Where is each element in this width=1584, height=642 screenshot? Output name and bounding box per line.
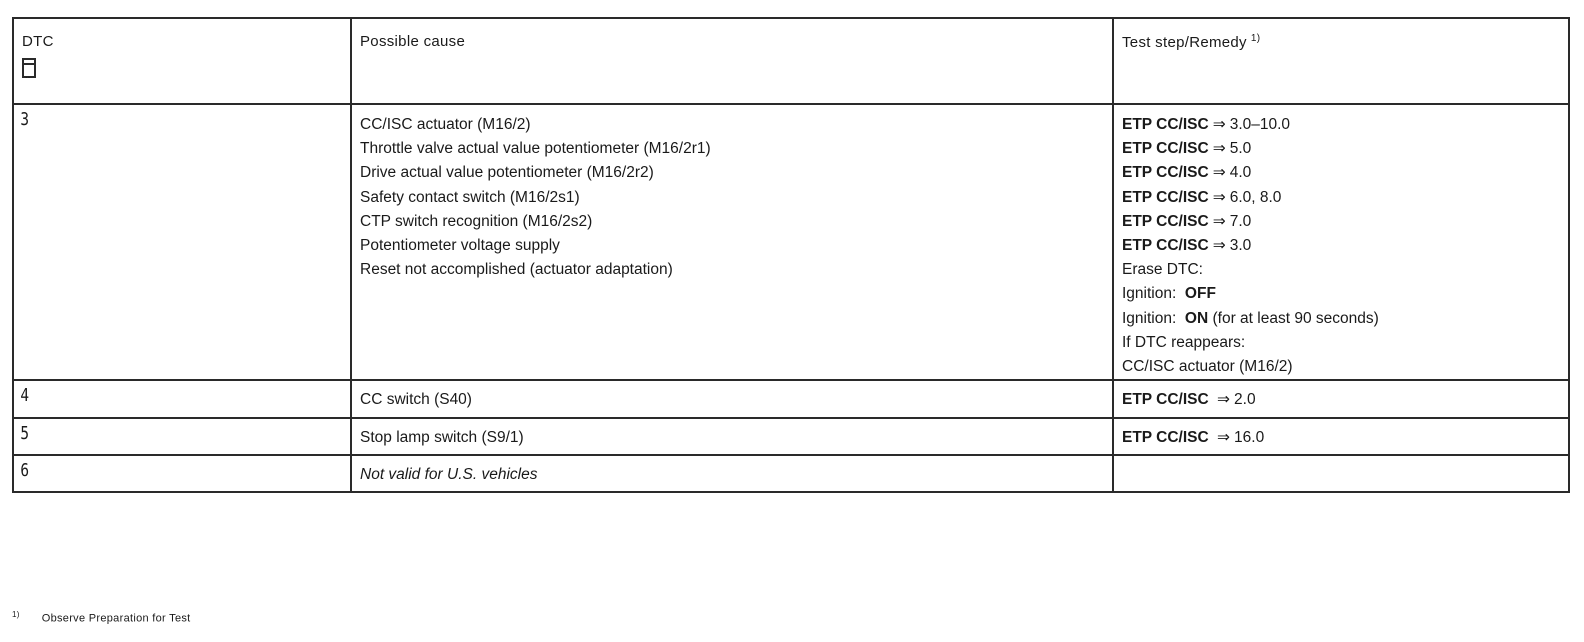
remedy-test-label: ETP CC/ISC <box>1122 188 1209 206</box>
remedy-step: 7.0 <box>1229 212 1252 230</box>
header-dtc-label: DTC <box>22 33 54 50</box>
arrow-right-icon: ⇒ <box>1212 237 1226 255</box>
arrow-right-icon: ⇒ <box>1212 188 1226 206</box>
remedy-line <box>1122 161 1560 185</box>
dtc-code-cell <box>13 104 351 380</box>
cause-line: CTP switch recognition (M16/2s2) <box>360 212 593 230</box>
arrow-right-icon: ⇒ <box>1212 212 1226 230</box>
remedy-step: 3.0 <box>1229 237 1252 255</box>
table-row <box>13 380 1569 418</box>
header-remedy-label: Test step/Remedy <box>1122 34 1247 51</box>
table-row <box>13 418 1569 455</box>
header-possible-cause-label: Possible cause <box>360 33 466 50</box>
dtc-code: 3 <box>20 109 30 130</box>
remedy-cell <box>1113 104 1569 380</box>
cause-line: Potentiometer voltage supply <box>360 237 560 255</box>
remedy-test-label: ETP CC/ISC <box>1122 391 1209 409</box>
arrow-right-icon: ⇒ <box>1212 116 1226 133</box>
ignition-off-value: OFF <box>1184 285 1216 303</box>
remedy-cell <box>1113 418 1569 455</box>
remedy-step: 2.0 <box>1234 391 1256 409</box>
dtc-code: 6 <box>20 460 30 482</box>
cause-line: Reset not accomplished (actuator adaptation) <box>360 261 673 279</box>
dtc-code: 5 <box>20 423 30 445</box>
table-row <box>13 104 1569 380</box>
cause-line: Drive actual value potentiometer (M16/2r2) <box>360 164 654 182</box>
arrow-right-icon: ⇒ <box>1212 140 1226 158</box>
readout-display-icon <box>22 58 36 78</box>
cause-line: Stop lamp switch (S9/1) <box>360 429 524 447</box>
remedy-step: 16.0 <box>1234 429 1265 447</box>
footnote-text: Observe Preparation for Test <box>41 612 191 625</box>
remedy-test-label: ETP CC/ISC <box>1122 164 1209 182</box>
remedy-step: 3.0–10.0 <box>1229 116 1291 133</box>
remedy-note-reappears: If DTC reappears: <box>1122 333 1246 351</box>
remedy-line <box>1122 186 1560 210</box>
header-possible-cause <box>351 18 1113 104</box>
cause-line: Not valid for U.S. vehicles <box>360 466 538 484</box>
cause-line: Throttle valve actual value potentiometer (M16/2r1) <box>360 140 711 158</box>
table-row <box>13 455 1569 492</box>
remedy-test-label: ETP CC/ISC <box>1122 116 1209 133</box>
remedy-cell <box>1113 455 1569 492</box>
dtc-code: 4 <box>20 385 30 407</box>
remedy-note-actuator: CC/ISC actuator (M16/2) <box>1122 358 1293 376</box>
dtc-code-cell <box>13 380 351 418</box>
remedy-note-erase: Erase DTC: <box>1122 261 1203 279</box>
ignition-label: Ignition: <box>1122 285 1177 303</box>
remedy-step: 5.0 <box>1229 140 1252 158</box>
cause-cell <box>351 418 1113 455</box>
ignition-on-duration: (for at least 90 seconds) <box>1212 309 1379 327</box>
dtc-table <box>12 17 1570 493</box>
cause-cell <box>351 104 1113 380</box>
footnote-mark: 1) <box>12 610 20 619</box>
header-remedy-footnote-mark: 1) <box>1250 33 1261 44</box>
arrow-right-icon: ⇒ <box>1217 429 1231 447</box>
remedy-test-label: ETP CC/ISC <box>1122 429 1209 447</box>
cause-cell <box>351 455 1113 492</box>
remedy-line <box>1122 113 1560 137</box>
arrow-right-icon: ⇒ <box>1217 391 1231 409</box>
arrow-right-icon: ⇒ <box>1212 164 1226 182</box>
remedy-test-label: ETP CC/ISC <box>1122 212 1209 230</box>
remedy-line <box>1122 210 1560 234</box>
cause-line: CC/ISC actuator (M16/2) <box>360 116 531 133</box>
table-header-row <box>13 18 1569 104</box>
remedy-line <box>1122 388 1560 412</box>
remedy-test-label: ETP CC/ISC <box>1122 237 1209 255</box>
cause-line: CC switch (S40) <box>360 391 472 409</box>
footnote <box>12 610 191 625</box>
cause-cell <box>351 380 1113 418</box>
remedy-note-ignition-off <box>1122 282 1560 306</box>
dtc-code-cell <box>13 418 351 455</box>
cause-line: Safety contact switch (M16/2s1) <box>360 188 580 206</box>
remedy-step: 4.0 <box>1229 164 1252 182</box>
remedy-cell <box>1113 380 1569 418</box>
remedy-line <box>1122 426 1560 450</box>
header-dtc <box>13 18 351 104</box>
remedy-step: 6.0, 8.0 <box>1229 188 1282 206</box>
ignition-on-value: ON <box>1184 309 1209 327</box>
remedy-test-label: ETP CC/ISC <box>1122 140 1209 158</box>
ignition-label: Ignition: <box>1122 309 1177 327</box>
remedy-line <box>1122 137 1560 161</box>
dtc-code-cell <box>13 455 351 492</box>
dtc-document <box>12 17 1568 493</box>
header-remedy <box>1113 18 1569 104</box>
remedy-note-ignition-on <box>1122 307 1560 331</box>
remedy-line <box>1122 234 1560 258</box>
